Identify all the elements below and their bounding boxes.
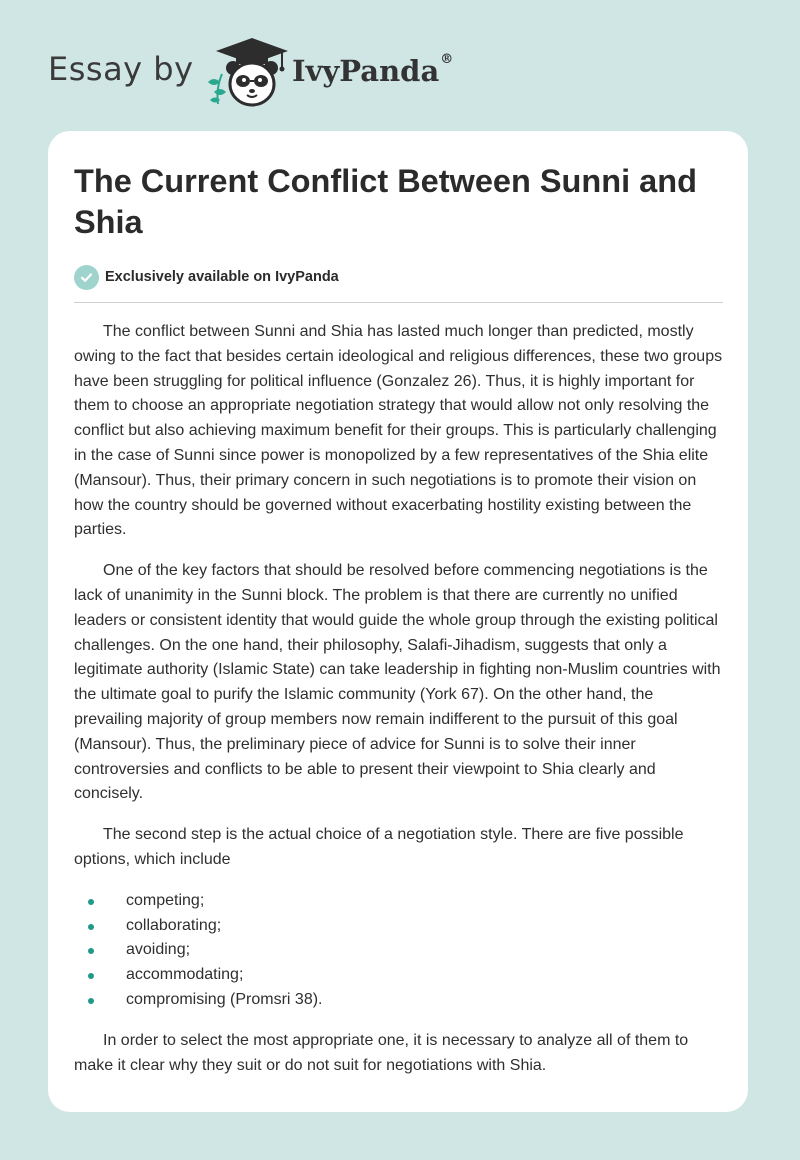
bullet-dot-icon — [88, 998, 94, 1004]
site-header — [48, 32, 508, 112]
bullet-dot-icon — [88, 948, 94, 954]
list-item — [74, 889, 724, 914]
bullet-dot-icon — [88, 973, 94, 979]
list-item-text: avoiding; — [126, 941, 191, 959]
essay-body — [74, 320, 724, 1094]
page-title: The Current Conflict Between Sunni and Shia — [74, 163, 697, 240]
checkmark-icon — [74, 265, 99, 290]
list-item-text: collaborating; — [126, 916, 222, 934]
negotiation-styles-list — [74, 889, 724, 1013]
bullet-dot-icon — [88, 924, 94, 930]
list-item — [74, 914, 724, 939]
paragraph: In order to select the most appropriate one, it is necessary to analyze all of them to make it clear why they suit or do not suit for negotiations with Shia. — [74, 1031, 689, 1074]
paragraph: One of the key factors that should be resolved before commencing negotiations is the lack of unanimity in the Sunni block. The problem is that there are currently no unified leaders or consistent identity that would guide the whole group through the existing political challenges. On the one hand, their philosophy, Salafi-Jihadism, suggests that only a legitimate authority (Islamic State) can take leadership in fighting non-Muslim countries with the ultimate goal to purify the Islamic community (York 67). On the other hand, the prevailing majority of group members now remain indifferent to the pursuit of this goal (Mansour). Thus, the preliminary piece of advice for Sunni is to solve their inner controversies and conflicts to be able to present their viewpoint to Shia clearly and concisely. — [74, 562, 721, 803]
panda-logo-icon[interactable] — [200, 34, 290, 110]
exclusive-label: Exclusively available on IvyPanda — [105, 269, 339, 285]
exclusive-badge — [74, 263, 339, 291]
paragraph: The second step is the actual choice of a negotiation style. There are five possible options, which include — [74, 826, 684, 868]
essay-card — [48, 131, 748, 1112]
list-item — [74, 963, 724, 988]
divider — [74, 302, 723, 303]
paragraph: The conflict between Sunni and Shia has lasted much longer than predicted, mostly owing to the fact that besides certain ideological and religious differences, these two groups have been struggling for political influence (Gonzalez 26). Thus, it is highly important for them to choose an appropriate negotiation strategy that would allow not only resolving the conflict but also achieving maximum benefit for their groups. This is particularly challenging in the case of Sunni since power is monopolized by a few representatives of the Shia elite (Mansour). Thus, their primary concern in such negotiations is to promote their vision on how the country should be governed without exacerbating hostility existing between the parties. — [74, 323, 723, 539]
essay-by-label: Essay by — [48, 50, 194, 88]
list-item — [74, 938, 724, 963]
brand-label: IvyPanda — [292, 54, 440, 88]
bullet-dot-icon — [88, 899, 94, 905]
list-item-text: compromising (Promsri 38). — [126, 990, 323, 1008]
list-item — [74, 988, 724, 1013]
list-item-text: accommodating; — [126, 966, 244, 984]
list-item-text: competing; — [126, 891, 205, 909]
registered-mark: ® — [440, 52, 454, 67]
brand-name[interactable] — [292, 54, 453, 88]
